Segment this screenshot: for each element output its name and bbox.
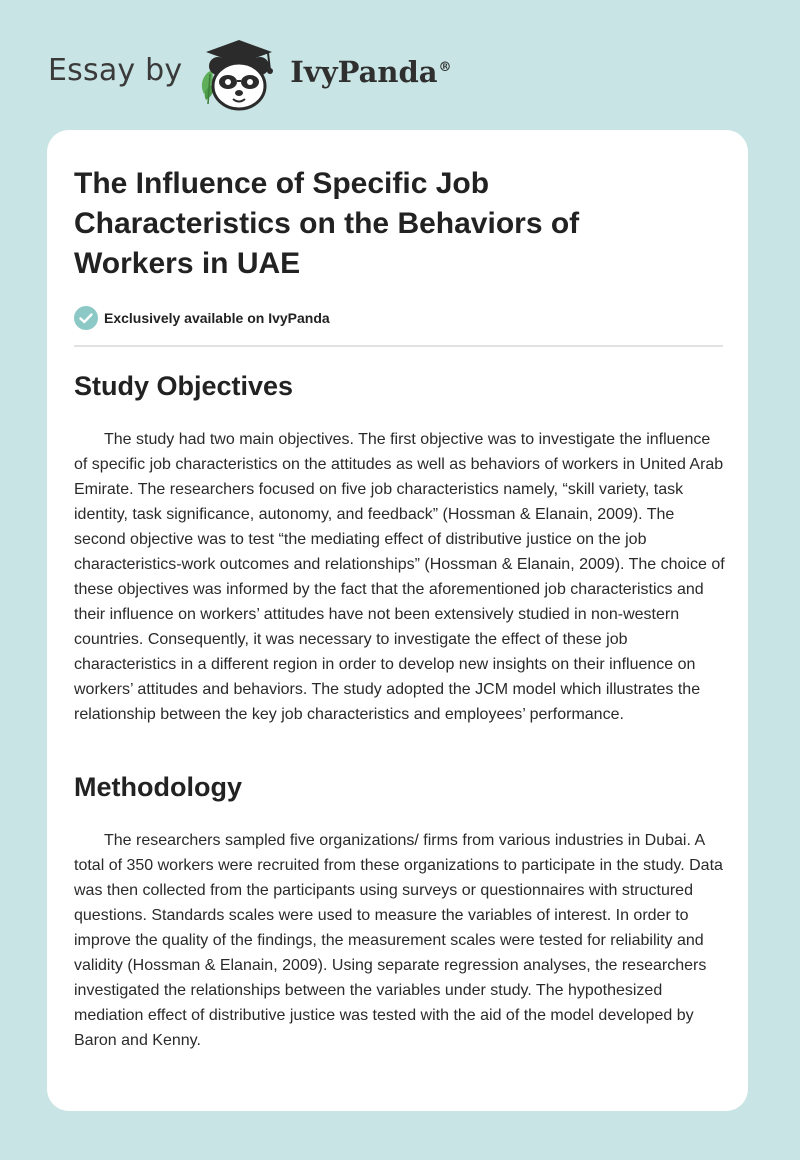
panda-graduate-logo-icon[interactable] [196, 34, 286, 114]
exclusive-badge [74, 306, 330, 330]
section-heading-methodology: Methodology [74, 772, 242, 802]
essay-by-label: Essay by [48, 52, 183, 88]
essay-card [47, 130, 748, 1111]
section-paragraph-methodology: The researchers sampled five organizations/ firms from various industries in Dubai. A total of 350 workers were recruited from these organizations to participate in the study. Data was then collected from the participants using surveys or questionnaires with structured questions. Standards scales were used to measure the variables of interest. In order to improve the quality of the findings, the measurement scales were tested for reliability and validity (Hossman & Elanain, 2009). Using separate regression analyses, the researchers investigated the relationships between the variables under study. The hypothesized mediation effect of distributive justice was tested with the aid of the model developed by Baron and Kenny. [74, 832, 723, 1049]
title-divider [74, 345, 723, 347]
site-header [48, 34, 452, 114]
section-heading-study-objectives: Study Objectives [74, 371, 294, 401]
registered-mark: ® [438, 60, 452, 76]
exclusive-badge-text: Exclusively available on IvyPanda [104, 310, 330, 326]
check-circle-icon [74, 306, 98, 330]
essay-title: The Influence of Specific Job Characteristics on the Behaviors of Workers in UAE [74, 167, 580, 280]
brand-name-text: IvyPanda [290, 55, 438, 89]
brand-name[interactable] [290, 55, 451, 89]
section-paragraph-study-objectives: The study had two main objectives. The first objective was to investigate the influence of specific job characteristics on the attitudes as well as behaviors of workers in United Arab Emirate. The researchers focused on five job characteristics namely, “skill variety, task identity, task significance, autonomy, and feedback” (Hossman & Elanain, 2009). The second objective was to test “the mediating effect of distributive justice on the job characteristics-work outcomes and relationships” (Hossman & Elanain, 2009). The choice of these objectives was informed by the fact that the aforementioned job characteristics and their influence on workers’ attitudes have not been extensively studied in non-western countries. Consequently, it was necessary to investigate the effect of these job characteristics in a different region in order to develop new insights on their influence on workers’ attitudes and behaviors. The study adopted the JCM model which illustrates the relationship between the key job characteristics and employees’ performance. [74, 431, 725, 723]
